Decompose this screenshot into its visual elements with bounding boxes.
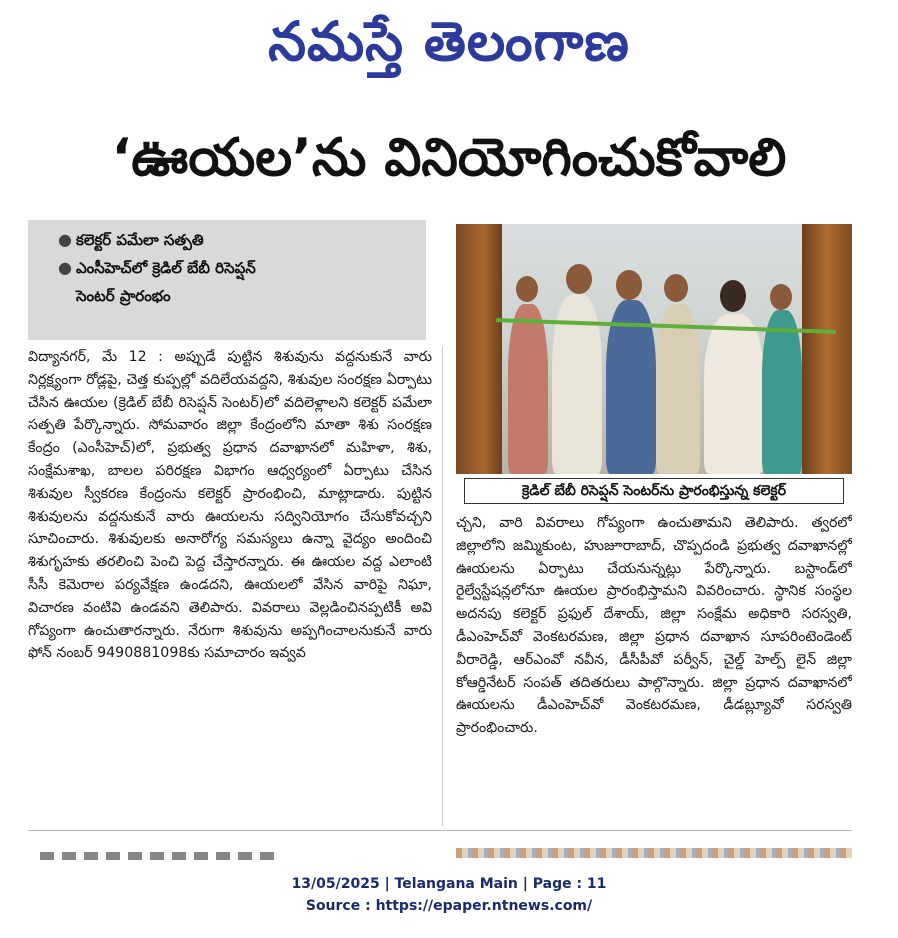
photo-door-right xyxy=(802,224,852,474)
photo-person xyxy=(762,310,802,474)
article-photo xyxy=(456,224,852,474)
highlight-item xyxy=(58,254,426,282)
article-body-left xyxy=(28,346,432,826)
masthead-logo: నమస్తే తెలంగాణ xyxy=(268,10,630,73)
bullet-icon: ● xyxy=(58,258,72,277)
photo-head xyxy=(566,264,592,294)
photo-door-left xyxy=(456,224,502,474)
photo-head xyxy=(616,270,642,300)
article-headline: ‘ఊయల’ను వినియోగించుకోవాలి xyxy=(111,128,787,188)
photo-caption: క్రెడిల్‌ బేబీ రిసెప్షన్‌ సెంటర్‌ను ప్రారంభిస్తున్న కలెక్టర్ xyxy=(464,478,844,504)
bullet-icon: ● xyxy=(58,230,72,249)
column-divider xyxy=(442,346,443,826)
photo-head xyxy=(664,274,688,302)
highlight-item xyxy=(58,226,426,254)
photo-person xyxy=(704,314,764,474)
article-paragraph: చ్చని, వారి వివరాలు గోప్యంగా ఉంచుతామని తెలిపారు. త్వరలో జిల్లాలోని జమ్మికుంట, హుజూరాబాద్‌, చొప్పదండి ప్రభుత్వ దవాఖానల్లో ఊయలను ఏర్పాటు చేయనున్నట్లు పేర్కొన్నారు. బస్టాండ్‌లో రైల్వేస్టేషన్లలోనూ ఊయల ప్రారంభిస్తామని వివరించారు. స్థానిక సంస్థల అదనపు కలెక్టర్‌ ప్రఫుల్‌ దేశాయ్‌, జిల్లా సంక్షేమ అధికారి సరస్వతి, డీఎంహెచ్‌వో వెంకటరమణ, జిల్లా ప్రధాన దవాఖాన సూపరింటెండెంట్‌ వీరారెడ్డి, ఆర్‌ఎంవో నవీన, డీసీపీవో పర్వీన్‌, చైల్డ్‌ హెల్ప్‌ లైన్‌ జిల్లా కోఆర్డినేటర్‌ సంపత్‌ తదితరులు పాల్గొన్నారు. జిల్లా ప్రధాన దవాఖానలో ఊయలను డీఎంహెచ్‌వో వెంకటరమణ, డీడబ్ల్యూవో సరస్వతి ప్రారంభించారు. xyxy=(456,515,852,737)
photo-head xyxy=(770,284,792,310)
footer-source-line: Source : https://epaper.ntnews.com/ xyxy=(305,898,593,914)
highlight-text: ఎంసీహెచ్‌లో క్రెడిల్‌ బేబీ రిసెప్షన్ xyxy=(76,259,256,277)
photo-head xyxy=(516,276,538,302)
article-body-right xyxy=(456,512,852,828)
article-paragraph: విద్యానగర్‌, మే 12 : అప్పుడే పుట్టిన శిశువును వద్దనుకునే వారు నిర్లక్ష్యంగా రోడ్లపై, చెత్త కుప్పల్లో వదిలేయవద్దని, శిశువుల సంరక్షణ ఏర్పాటు చేసిన ఊయల (క్రెడిల్‌ బేబీ రిసెప్షన్ సెంటర్‌)లో వదిలెళ్లాలని కలెక్టర్‌ పమేలా సత్పతి పేర్కొన్నారు. సోమవారం జిల్లా కేంద్రంలోని మాతా శిశు సంరక్షణ కేంద్రం (ఎంసీహెచ్‌)లో, ప్రభుత్వ ప్రధాన దవాఖానలో మహిళా, శిశు, సంక్షేమశాఖ, బాలల పరిరక్షణ విభాగం ఆధ్వర్యంలో ఏర్పాటు చేసిన శిశువుల స్వీకరణ కేంద్రంను కలెక్టర్‌ ప్రారంభించి, మాట్లాడారు. పుట్టిన శిశువులను వద్దనుకునే వారు ఊయలను సద్వినియోగం చేసుకోవచ్చని సూచించారు. శిశువులకు అనారోగ్య సమస్యలు ఉన్నా వైద్యం అందించి శిశుగృహకు తరలించి పెంచి పెద్ద చేస్తారన్నారు. ఈ ఊయల వద్ద ఎలాంటి సీసీ కెమెరాల పర్యవేక్షణ ఉండదని, ఊయలలో వేసిన వారిపై నిఘా, విచారణ వంటివి ఉండవని తెలిపారు. వివరాలు వెల్లడించినప్పటికీ అవి గోప్యంగా ఉంచుతారన్నారు. నేరుగా శిశువును అప్పగించాలనుకునే వారు ఫోన్‌ నంబర్‌ 9490881098కు సమాచారం ఇవ్వవ xyxy=(28,349,432,662)
next-article-fragment xyxy=(40,852,280,860)
photo-person xyxy=(656,304,700,474)
highlight-text-continued: సెంటర్‌ ప్రారంభం xyxy=(76,287,171,305)
next-photo-fragment xyxy=(456,848,852,858)
photo-person xyxy=(508,304,548,474)
footer-edition-line: 13/05/2025 | Telangana Main | Page : 11 xyxy=(291,876,607,892)
bottom-rule xyxy=(28,830,852,831)
photo-head xyxy=(720,280,746,312)
highlight-text: కలెక్టర్‌ పమేలా సత్పతి xyxy=(76,231,204,249)
highlights-box xyxy=(28,220,426,340)
